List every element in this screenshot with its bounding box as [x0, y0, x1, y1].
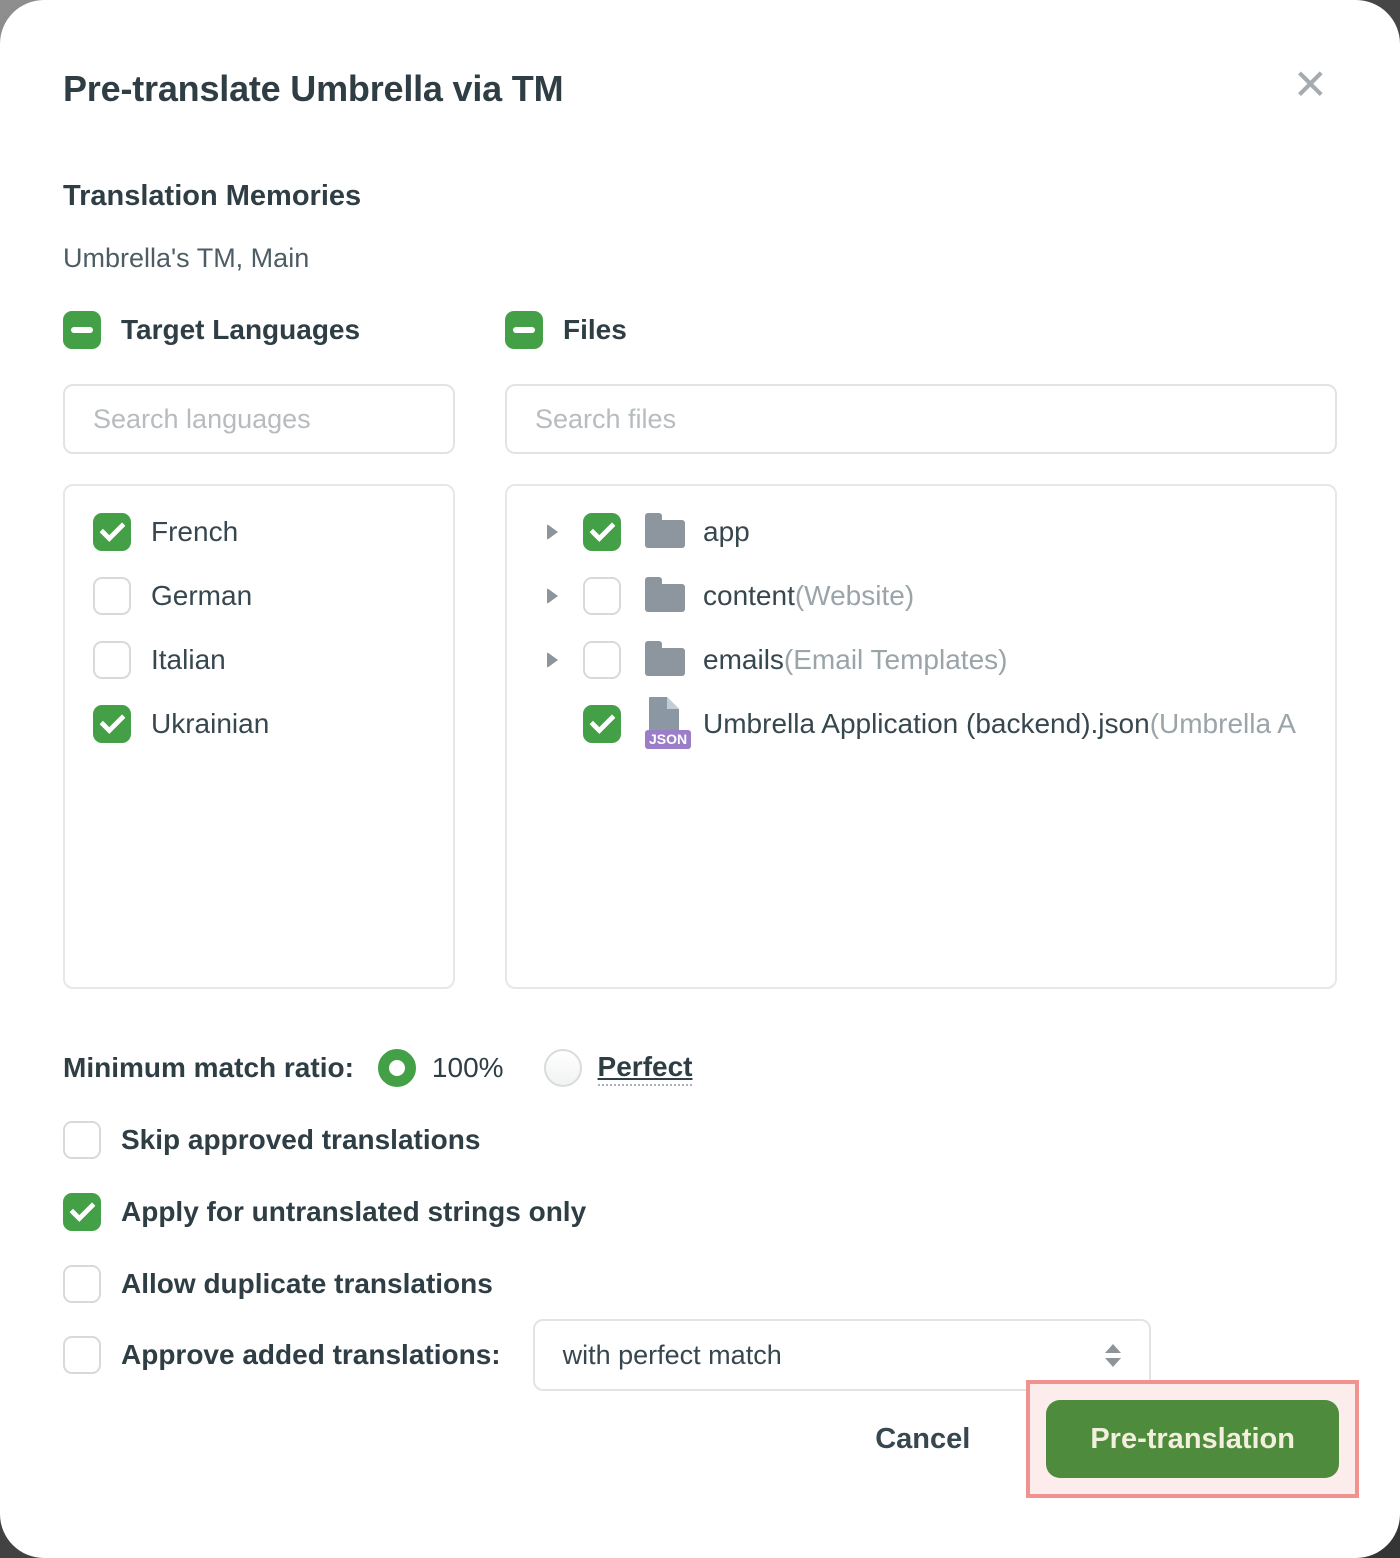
- match-100-label[interactable]: 100%: [431, 1052, 504, 1083]
- close-icon[interactable]: ✕: [1292, 61, 1328, 108]
- language-row-german: [65, 564, 453, 628]
- select-arrows-icon: [1105, 1344, 1121, 1367]
- italian-checkbox[interactable]: [93, 641, 131, 679]
- files-tree: [505, 484, 1337, 989]
- folder-icon: [645, 520, 685, 548]
- untranslated-only-checkbox[interactable]: [63, 1193, 101, 1231]
- language-label: German: [151, 580, 253, 611]
- language-row-ukrainian: [65, 692, 453, 756]
- folder-icon: [645, 648, 685, 676]
- file-label: Umbrella Application (backend).json: [703, 708, 1150, 739]
- file-row-content: [507, 564, 1335, 628]
- search-files-input[interactable]: [505, 384, 1337, 454]
- emails-folder-checkbox[interactable]: [583, 641, 621, 679]
- translation-memories-value: Umbrella's TM, Main: [63, 243, 310, 273]
- languages-column: [63, 308, 455, 989]
- folder-icon: [645, 584, 685, 612]
- pre-translation-button[interactable]: Pre-translation: [1046, 1400, 1339, 1478]
- ukrainian-checkbox[interactable]: [93, 705, 131, 743]
- file-suffix: (Website): [794, 580, 915, 611]
- annotation-highlight-box: [1026, 1380, 1359, 1498]
- german-checkbox[interactable]: [93, 577, 131, 615]
- expand-chevron-icon[interactable]: [547, 652, 559, 668]
- option-untranslated-only: [63, 1191, 1337, 1233]
- allow-duplicates-checkbox[interactable]: [63, 1265, 101, 1303]
- translation-memories-heading: Translation Memories: [63, 180, 362, 212]
- language-row-italian: [65, 628, 453, 692]
- option-label: Apply for untranslated strings only: [121, 1196, 587, 1227]
- language-row-french: [65, 500, 453, 564]
- skip-approved-checkbox[interactable]: [63, 1121, 101, 1159]
- umbrella-json-checkbox[interactable]: [583, 705, 621, 743]
- content-folder-checkbox[interactable]: [583, 577, 621, 615]
- file-suffix: (Email Templates): [783, 644, 1008, 675]
- option-label: Approve added translations:: [121, 1339, 501, 1370]
- dialog-footer: [63, 1380, 1359, 1498]
- match-ratio-label: Minimum match ratio:: [63, 1052, 354, 1083]
- language-label: Ukrainian: [151, 708, 270, 739]
- option-label: Skip approved translations: [121, 1124, 481, 1155]
- languages-list: [63, 484, 455, 989]
- match-100-radio[interactable]: [378, 1049, 416, 1087]
- approve-added-checkbox[interactable]: [63, 1336, 101, 1374]
- file-row-app: [507, 500, 1335, 564]
- select-all-files-checkbox[interactable]: [505, 311, 543, 349]
- files-header-label: Files: [563, 314, 627, 345]
- option-allow-duplicates: [63, 1263, 1337, 1305]
- match-perfect-label[interactable]: Perfect: [598, 1051, 693, 1086]
- file-suffix: (Umbrella A: [1149, 708, 1296, 739]
- file-label: emails: [703, 644, 784, 675]
- languages-header-label: Target Languages: [121, 314, 361, 345]
- select-all-languages-checkbox[interactable]: [63, 311, 101, 349]
- app-folder-checkbox[interactable]: [583, 513, 621, 551]
- dialog-title: Pre-translate Umbrella via TM: [63, 68, 564, 109]
- approve-match-select-value: with perfect match: [562, 1339, 782, 1370]
- french-checkbox[interactable]: [93, 513, 131, 551]
- json-badge: JSON: [645, 730, 691, 749]
- language-label: Italian: [151, 644, 226, 675]
- cancel-button[interactable]: Cancel: [875, 1422, 971, 1455]
- selection-columns: [63, 308, 1337, 989]
- expand-chevron-icon[interactable]: [547, 588, 559, 604]
- search-languages-input[interactable]: [63, 384, 455, 454]
- file-row-emails: [507, 628, 1335, 692]
- match-perfect-radio[interactable]: [544, 1049, 582, 1087]
- expand-chevron-icon[interactable]: [547, 524, 559, 540]
- option-skip-approved: [63, 1119, 1337, 1161]
- languages-header: [63, 308, 455, 352]
- json-file-icon: [645, 697, 687, 751]
- files-header: [505, 308, 1337, 352]
- file-label: content: [703, 580, 795, 611]
- option-label: Allow duplicate translations: [121, 1268, 493, 1299]
- files-column: [505, 308, 1337, 989]
- match-ratio-row: [63, 1047, 1337, 1089]
- language-label: French: [151, 516, 239, 547]
- file-row-umbrella-json: [507, 692, 1335, 756]
- file-label: app: [703, 516, 750, 547]
